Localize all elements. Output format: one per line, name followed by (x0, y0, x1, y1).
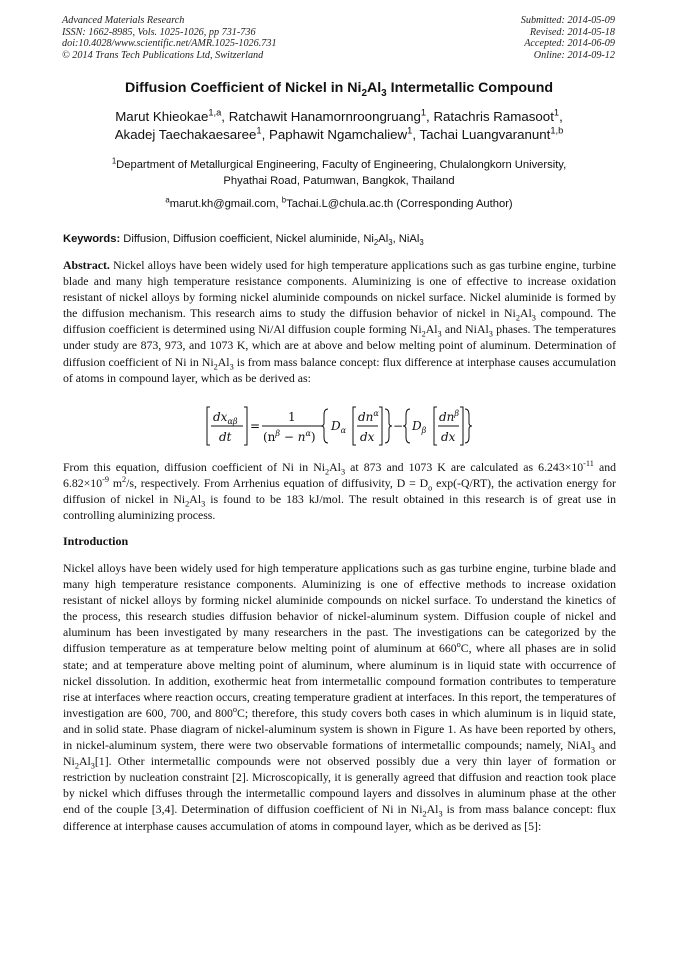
bracket-left-1 (207, 407, 210, 445)
keywords-label: Keywords: (63, 233, 121, 245)
d-beta: $D_\beta$ (412, 419, 427, 435)
online-date: Online: 2014-09-12 (533, 49, 615, 61)
author: Paphawit Ngamchaliew$^1$, (268, 125, 420, 142)
bracket-right-1 (244, 407, 247, 445)
author: Tachai Luangvaranunt$^{1,b}$ (419, 125, 564, 142)
abstract-paragraph: Abstract. Nickel alloys have been widely used for high temperature applications such as gas turbine engine, turbine blade and many high temperature resistance components. Aluminizing is one of effective to increase oxidation resistant of nickel alloys by forming nickel aluminide compounds on nickel surface. Nickel aluminide is formed by the diffusion mechanism. This research aims to study the diffusion behavior of nickel in $Ni_2Al_3$ compound. The diffusion coefficient is determined using Ni/Al diffusion couple forming $Ni_2Al_3$ and NiAl$_3$ phases. The temperatures under study are 873, 973, and 1073 K, which are at above and below melting point of aluminum. Determination of diffusion coefficient of Ni in $Ni_2Al_3$ is from mass balance concept: flux difference at interphase causes accumulation of atoms in compound layer, which as be derived as: (63, 258, 616, 385)
author-list (40, 108, 638, 143)
brace-right-2 (465, 409, 472, 443)
publication-dates (521, 15, 615, 61)
equation-svg (205, 403, 473, 449)
dx-beta: dx (441, 430, 456, 444)
copyright-line: © 2014 Trans Tech Publications Ltd, Switzerland (62, 49, 264, 61)
dx-alpha: dx (360, 430, 375, 444)
coef-numerator: 1 (288, 410, 296, 424)
paper-title: Diffusion Coefficient of Nickel in $Ni_2Al_3$ Intermetallic Compound (124, 80, 554, 99)
accepted-date: Accepted: 2014-06-09 (524, 38, 615, 50)
author: Ratchawit Hanamornroongruang$^1$, (228, 107, 434, 124)
equals-sign: = (250, 419, 261, 433)
issn-line: ISSN: 1662-8985, Vols. 1025-1026, pp 731-736 (62, 26, 256, 38)
bracket-left-2 (353, 407, 356, 445)
brace-left-2 (403, 409, 410, 443)
author: Akadej Taechakaesaree$^1$, (114, 125, 269, 142)
abstract-label: Abstract. (63, 258, 110, 272)
revised-date: Revised: 2014-05-18 (529, 26, 615, 38)
coef-denominator: $(n^\beta - n^\alpha)$ (263, 429, 316, 444)
bracket-right-3 (460, 407, 463, 445)
section-heading-introduction: Introduction (63, 534, 129, 548)
diffusion-equation (205, 403, 473, 449)
lhs-denominator: dt (219, 430, 232, 444)
brace-left-1 (321, 409, 328, 443)
lhs-numerator: $dx_{\alpha\beta}$ (213, 410, 238, 426)
brace-right-1 (385, 409, 392, 443)
abstract-results-paragraph: From this equation, diffusion coefficient of Ni in $Ni_2Al_3$ at 873 and 1073 K are calculated as $6.243\times 10^{-11}$ and $6.82\times 10^{-9}$ $m^2/s$, respectively. From Arrhenius equation of diffusivity, $D = D_o$ exp(-Q/RT), the activation energy for diffusion of nickel in $Ni_2Al_3$ is found to be 183 kJ/mol. The result obtained in this research is of great use in controlling aluminizing process. (63, 459, 616, 523)
doi-line: doi:10.4028/www.scientific.net/AMR.1025-1026.731 (62, 38, 277, 50)
minus-sign: − (393, 419, 404, 433)
author-emails: $^a$marut.kh@gmail.com, $^b$Tachai.L@chula.ac.th (Corresponding Author) (165, 195, 513, 210)
submitted-date: Submitted: 2014-05-09 (520, 15, 615, 26)
introduction-paragraph: Nickel alloys have been widely used for high temperature applications such as gas turbine engine, turbine blade and many high temperature resistance components. Aluminizing is one of effective methods to increase oxidation resistant of nickel alloys by forming nickel aluminide compounds on nickel surface. To understand the kinetics of the process, this research studies diffusion behavior of nickel-aluminum system. Diffusion couple of nickel and aluminum has been investigated by many researchers in the past. The investigations can be categorized by the diffusion temperature as at temperature below melting point of aluminum at 660$^o$C, where all phases are in solid state; and at temperature above melting point of aluminum, where aluminum is in liquid state with occurrence of nickel dissolution. In addition, exothermic heat from intermetallic compound formation contributes to temperature rise at interfaces where reaction occurs, creating temperature gradient at interfaces. In this report, the temperatures of investigation are 600, 700, and 800$^o$C; therefore, this study covers both cases in which aluminum is in liquid state, and in solid state. Phase diagram of nickel-aluminum system is shown in Figure 1. As have been reported by others, in nickel-aluminum system, there were two observable formations of intermetallic compounds; namely, NiAl$_3$ and $Ni_2Al_3[1]$. Other intermetallic compounds were not observed possibly due a very thin layer of formation or restriction by nucleation constraint [2]. Microscopically, it is generally agreed that diffusion and reaction took place by nickel which diffuses through the intermetallic compound layers and dissolves in aluminum phase at the other end of the couple [3,4]. Determination of diffusion coefficient of Ni in $Ni_2Al_3$ is from mass balance concept: flux difference at interphase causes accumulation of atoms in compound layer, which as be derived as [5]: (63, 561, 617, 833)
dn-beta: $dn^\beta$ (439, 409, 460, 424)
author: Marut Khieokae$^{1,a}$, (115, 107, 229, 124)
bracket-left-3 (434, 407, 437, 445)
keywords: Keywords: Diffusion, Diffusion coefficient, Nickel aluminide, $Ni_2Al_3$, NiAl$_3$ (63, 233, 424, 248)
bracket-right-2 (379, 407, 382, 445)
d-alpha: $D_\alpha$ (331, 419, 347, 435)
affiliation: $^1$Department of Metallurgical Engineering, Faculty of Engineering, Chulalongkorn University, Phyathai Road, Patumwan, Bangkok, Thailand (111, 156, 567, 187)
dn-alpha: $dn^\alpha$ (358, 409, 379, 424)
journal-info (62, 15, 277, 61)
author: Ratachris Ramasoot$^1$, (433, 107, 563, 124)
journal-name: Advanced Materials Research (62, 15, 185, 26)
